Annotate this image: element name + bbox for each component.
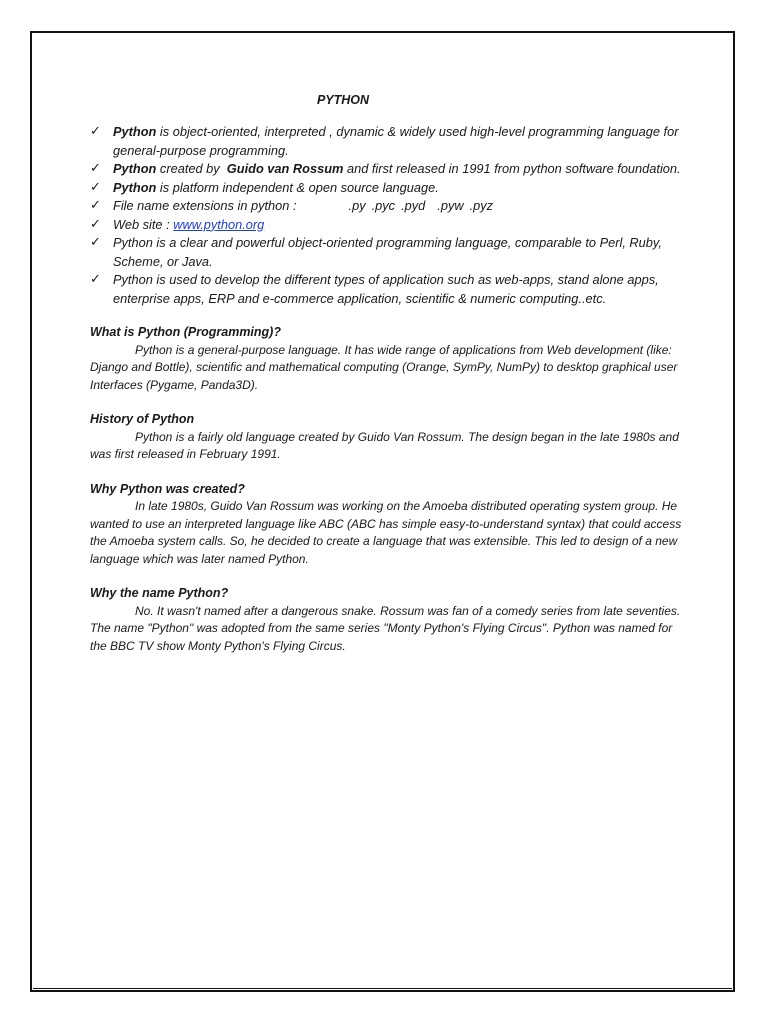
section-history <box>90 411 690 464</box>
section-heading: What is Python (Programming)? <box>90 325 281 339</box>
section-body: Python is a fairly old language created by Guido Van Rossum. The design began in the late 1980s and was first released in February 1991. <box>90 429 679 461</box>
bullet-text: is object-oriented, interpreted , dynamic & widely used high-level programming language for general-purpose programming. <box>113 124 679 158</box>
bullet-list <box>90 123 690 308</box>
section-heading: Why the name Python? <box>90 586 229 600</box>
website-link[interactable]: www.python.org <box>173 216 265 232</box>
extension: .pyc <box>371 198 396 213</box>
bullet-text: and first released in 1991 from python software foundation. <box>343 161 681 176</box>
section-why-name <box>90 585 690 655</box>
section-body: In late 1980s, Guido Van Rossum was working on the Amoeba distributed operating system group. He wanted to use an interpreted language like ABC (ABC has simple easy-to-understand syntax) that could access the Amoeba system calls. So, he decided to create a language that was extensible. This led to design of a new language which was later named Python. <box>90 499 682 566</box>
check-icon: ✓ <box>90 197 101 212</box>
check-icon: ✓ <box>90 123 101 138</box>
list-item <box>90 179 690 198</box>
list-item <box>90 160 690 179</box>
section-what-is-python <box>90 324 690 394</box>
check-icon: ✓ <box>90 160 101 175</box>
list-item <box>90 234 690 271</box>
section-heading: History of Python <box>90 412 195 426</box>
bullet-bold: Python <box>113 179 157 195</box>
check-icon: ✓ <box>90 215 101 231</box>
list-item <box>90 216 690 235</box>
list-item <box>90 123 690 160</box>
bullet-text: is platform independent & open source language. <box>156 179 439 195</box>
bullet-bold: Python <box>113 161 157 176</box>
bullet-label: File name extensions in python : <box>113 198 297 213</box>
section-body: Python is a general-purpose language. It has wide range of applications from Web development (like: Django and Bottle), scientific and mathematical computing (Orange, SymPy, NumPy) to desktop graphical user Interfaces (Pygame, Panda3D). <box>90 342 678 392</box>
bullet-bold-author: Guido van Rossum <box>226 161 344 176</box>
bullet-bold: Python <box>113 124 157 139</box>
list-item <box>90 271 690 308</box>
document-content <box>90 93 690 655</box>
check-icon: ✓ <box>90 234 101 249</box>
list-item <box>90 197 690 216</box>
section-heading: Why Python was created? <box>90 481 245 496</box>
section-body: No. It wasn't named after a dangerous snake. Rossum was fan of a comedy series from late seventies. The name "Python" was adopted from the same series "Monty Python's Flying Circus". Python was named for the BBC TV show Monty Python's Flying Circus. <box>90 603 681 653</box>
bullet-text: Python is a clear and powerful object-oriented programming language, comparable to Perl, Ruby, Scheme, or Java. <box>113 235 662 269</box>
extension: .pyw <box>437 198 464 213</box>
check-icon: ✓ <box>90 178 101 194</box>
extension: .py <box>348 198 366 213</box>
section-why-created <box>90 481 690 569</box>
extension: .pyd <box>401 198 426 213</box>
bullet-text: Python is used to develop the different types of application such as web-apps, stand alone apps, enterprise apps, ERP and e-commerce application, scientific & numeric computing..etc. <box>113 272 659 306</box>
bullet-text: created by <box>156 161 227 176</box>
check-icon: ✓ <box>90 271 101 286</box>
page-title: PYTHON <box>316 93 370 107</box>
bullet-label: Web site : <box>113 216 174 232</box>
extension: .pyz <box>469 198 494 213</box>
